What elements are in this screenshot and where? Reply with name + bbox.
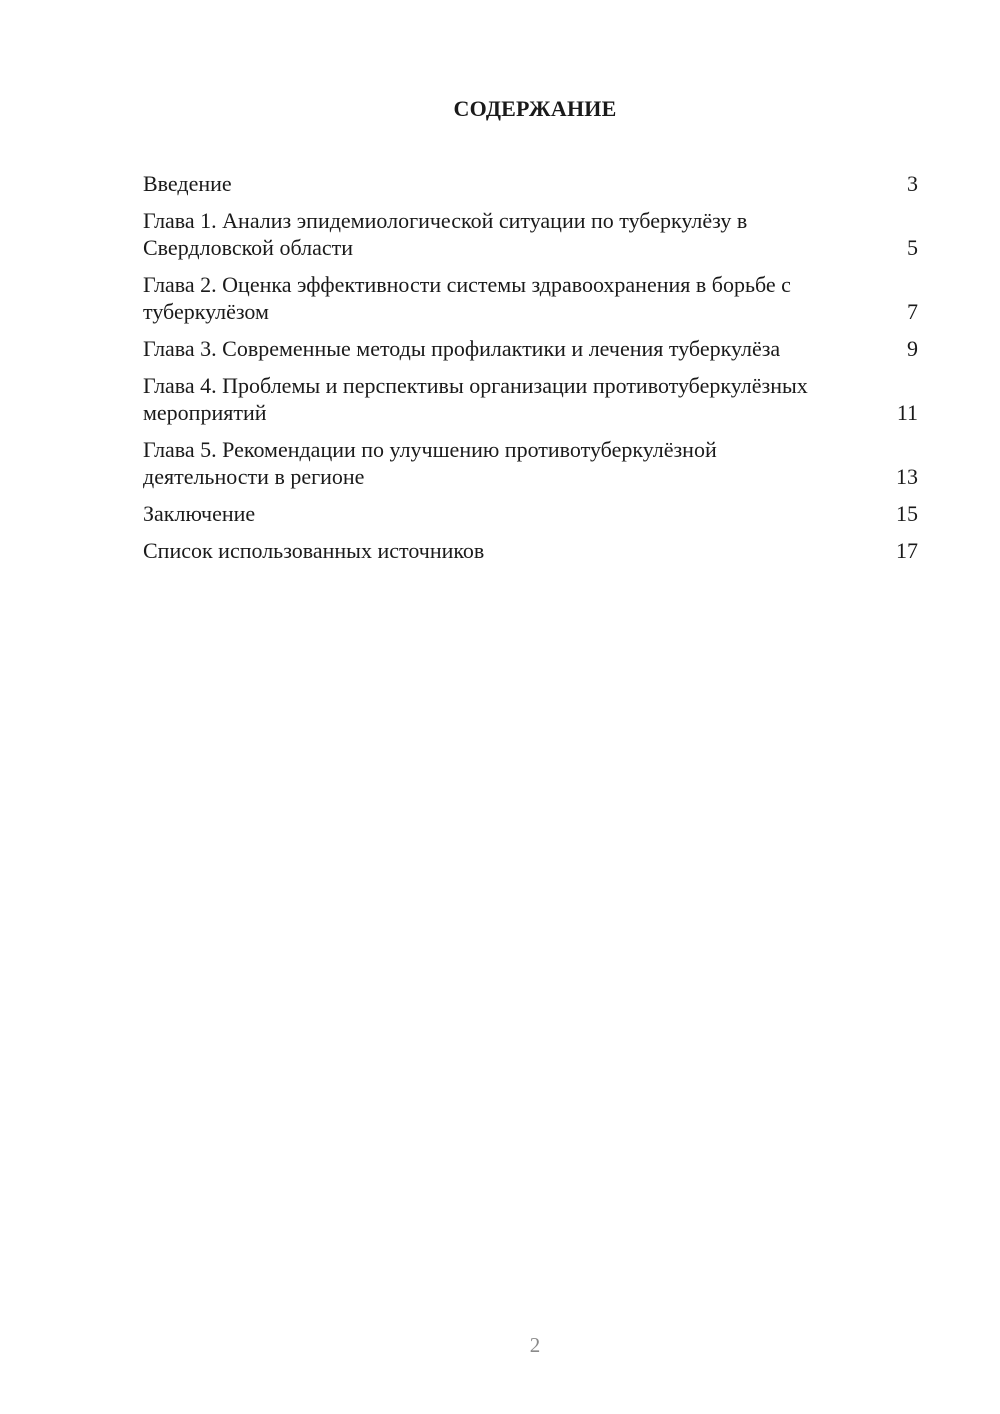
toc-entry-chapter-1: [143, 207, 918, 261]
toc-entry-introduction: [143, 170, 918, 197]
toc-entry-title: Глава 3. Современные методы профилактики и лечения туберкулёза: [143, 336, 781, 361]
toc-entry-page: 11: [896, 400, 918, 425]
toc-entry-title: Глава 5. Рекомендации по улучшению противотуберкулёзной деятельности в регионе: [143, 437, 717, 489]
toc-entry-page: 13: [896, 464, 918, 489]
toc-entry-chapter-2: [143, 271, 918, 325]
toc-entry-title: Глава 2. Оценка эффективности системы здравоохранения в борьбе с туберкулёзом: [143, 272, 791, 324]
toc-entry-page: 17: [896, 538, 918, 563]
page-number: 2: [529, 1333, 541, 1357]
table-of-contents: [143, 170, 918, 574]
toc-entry-title: Глава 1. Анализ эпидемиологической ситуации по туберкулёзу в Свердловской области: [143, 208, 748, 260]
toc-entry-title: Введение: [143, 171, 232, 196]
toc-entry-references: [143, 537, 918, 564]
toc-entry-chapter-4: [143, 372, 918, 426]
toc-entry-page: 9: [907, 336, 918, 361]
toc-entry-page: 7: [907, 299, 918, 324]
toc-entry-chapter-5: [143, 436, 918, 490]
toc-entry-page: 5: [907, 235, 918, 260]
toc-entry-chapter-3: [143, 335, 918, 362]
toc-heading: СОДЕРЖАНИЕ: [453, 96, 617, 121]
toc-entry-title: Глава 4. Проблемы и перспективы организации противотуберкулёзных мероприятий: [143, 373, 808, 425]
toc-entry-conclusion: [143, 500, 918, 527]
toc-entry-page: 15: [896, 501, 918, 526]
toc-entry-page: 3: [907, 171, 918, 196]
toc-entry-title: Заключение: [143, 501, 256, 526]
toc-entry-title: Список использованных источников: [143, 538, 485, 563]
